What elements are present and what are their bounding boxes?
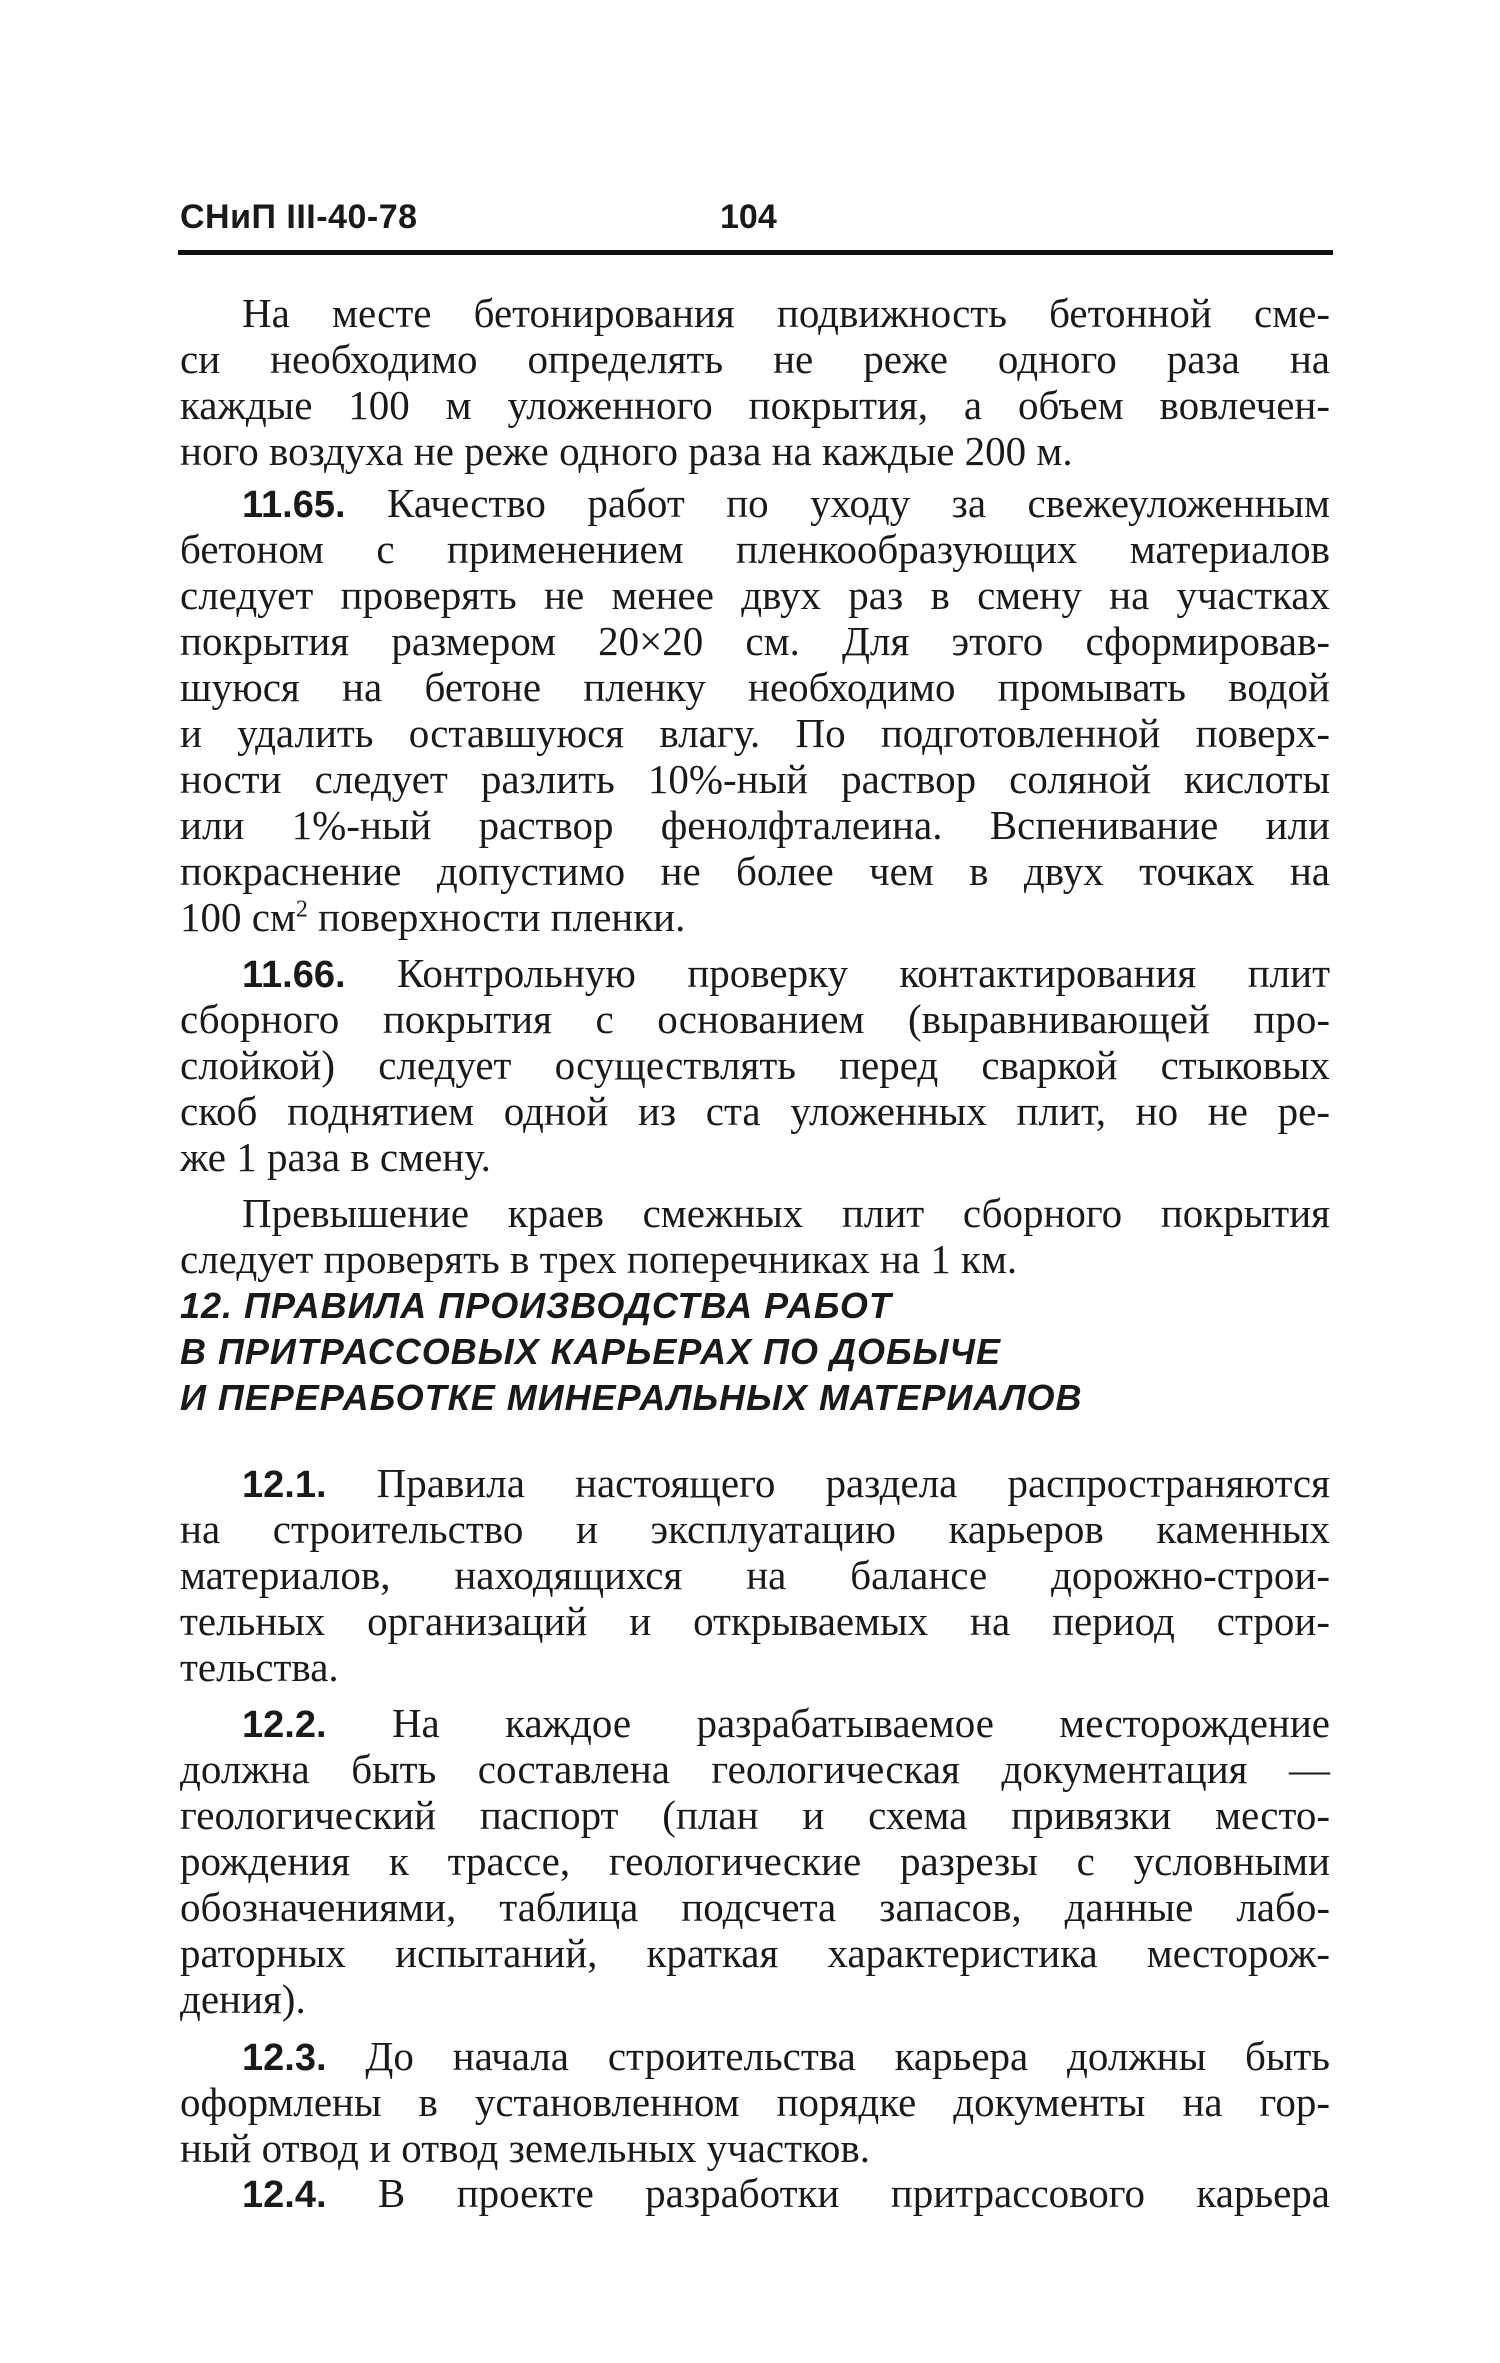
text-fragment: 100 см (180, 894, 296, 940)
clause-12-3 (180, 2033, 1330, 2171)
text-line: геологический паспорт (план и схема привязки место- (180, 1792, 1330, 1838)
clause-11-66 (180, 950, 1330, 1180)
text-line: си необходимо определять не реже одного раза на (180, 336, 1330, 382)
text-line: скоб поднятием одной из ста уложенных плит, но не ре- (180, 1088, 1330, 1134)
text-line: На месте бетонирования подвижность бетонной сме- (242, 290, 1330, 336)
text-line (180, 2033, 1330, 2079)
section-title-line: В ПРИТРАССОВЫХ КАРЬЕРАХ ПО ДОБЫЧЕ (180, 1331, 1002, 1372)
text-line (180, 1460, 1330, 1506)
text-line: рождения к трассе, геологические разрезы с условными (180, 1838, 1330, 1884)
clause-number: 11.65. (242, 484, 346, 526)
text-fragment: поверхности пленки. (307, 894, 686, 940)
paragraph-concrete-mobility (180, 290, 1330, 474)
text-line: тельных организаций и открываемых на период строи- (180, 1598, 1330, 1644)
clause-12-2 (180, 1700, 1330, 2022)
text-line: каждые 100 м уложенного покрытия, а объем вовлечен- (180, 382, 1330, 428)
text-line: же 1 раза в смену. (180, 1134, 491, 1180)
clause-number: 11.66. (242, 954, 346, 996)
text-line: оформлены в установленном порядке документы на гор- (180, 2079, 1330, 2125)
text-line: ного воздуха не реже одного раза на каждые 200 м. (180, 428, 1073, 474)
clause-text: Правила настоящего раздела распространяются (376, 1460, 1330, 1506)
text-line: Превышение краев смежных плит сборного покрытия (242, 1190, 1330, 1236)
text-line: должна быть составлена геологическая документация — (180, 1746, 1330, 1792)
paragraph-plate-edges (180, 1190, 1330, 1282)
text-line: слойкой) следует осуществлять перед сваркой стыковых (180, 1042, 1330, 1088)
clause-number: 12.2. (242, 1704, 327, 1746)
text-line: или 1%-ный раствор фенолфталеина. Вспенивание или (180, 802, 1330, 848)
document-code: СНиП III-40-78 (180, 198, 418, 236)
clause-text: Контрольную проверку контактирования плит (397, 950, 1331, 996)
text-line: материалов, находящихся на балансе дорожно-строи- (180, 1552, 1330, 1598)
clause-11-65 (180, 480, 1330, 940)
text-line: бетоном с применением пленкообразующих материалов (180, 526, 1330, 572)
clause-12-4 (180, 2170, 1330, 2216)
text-line (180, 950, 1330, 996)
text-line: и удалить оставшуюся влагу. По подготовленной поверх- (180, 710, 1330, 756)
text-line: следует проверять не менее двух раз в смену на участках (180, 572, 1330, 618)
clause-text: До начала строительства карьера должны быть (365, 2033, 1331, 2079)
page-header (180, 198, 1332, 240)
clause-text: В проекте разработки притрассового карьера (377, 2170, 1331, 2216)
text-line: раторных испытаний, краткая характеристика месторож- (180, 1930, 1330, 1976)
text-line: ности следует разлить 10%-ный раствор соляной кислоты (180, 756, 1330, 802)
text-line: сборного покрытия с основанием (выравнивающей про- (180, 996, 1330, 1042)
section-title-line: 12. ПРАВИЛА ПРОИЗВОДСТВА РАБОТ (180, 1285, 892, 1326)
clause-12-1 (180, 1460, 1330, 1690)
clause-number: 12.1. (242, 1464, 327, 1506)
text-line: шуюся на бетоне пленку необходимо промывать водой (180, 664, 1330, 710)
clause-text: На каждое разрабатываемое месторождение (391, 1700, 1330, 1746)
text-line (180, 894, 1330, 940)
clause-number: 12.4. (242, 2174, 327, 2216)
section-title (180, 1283, 1330, 1421)
text-line (180, 2170, 1330, 2216)
section-title-line: И ПЕРЕРАБОТКЕ МИНЕРАЛЬНЫХ МАТЕРИАЛОВ (180, 1377, 1083, 1418)
text-line: ный отвод и отвод земельных участков. (180, 2125, 870, 2171)
text-line (180, 1700, 1330, 1746)
text-line: следует проверять в трех поперечниках на 1 км. (180, 1236, 1018, 1282)
superscript: 2 (295, 896, 308, 923)
page-number: 104 (720, 198, 777, 236)
text-line: дения). (180, 1976, 306, 2022)
clause-number: 12.3. (242, 2037, 327, 2079)
text-line: на строительство и эксплуатацию карьеров каменных (180, 1506, 1330, 1552)
text-line: покраснение допустимо не более чем в двух точках на (180, 848, 1330, 894)
text-line: тельства. (180, 1644, 339, 1690)
text-line: покрытия размером 20×20 см. Для этого сформировав- (180, 618, 1330, 664)
text-line: обозначениями, таблица подсчета запасов, данные лабо- (180, 1884, 1330, 1930)
text-line (180, 480, 1330, 526)
header-rule (178, 250, 1333, 255)
clause-text: Качество работ по уходу за свежеуложенным (387, 480, 1330, 526)
